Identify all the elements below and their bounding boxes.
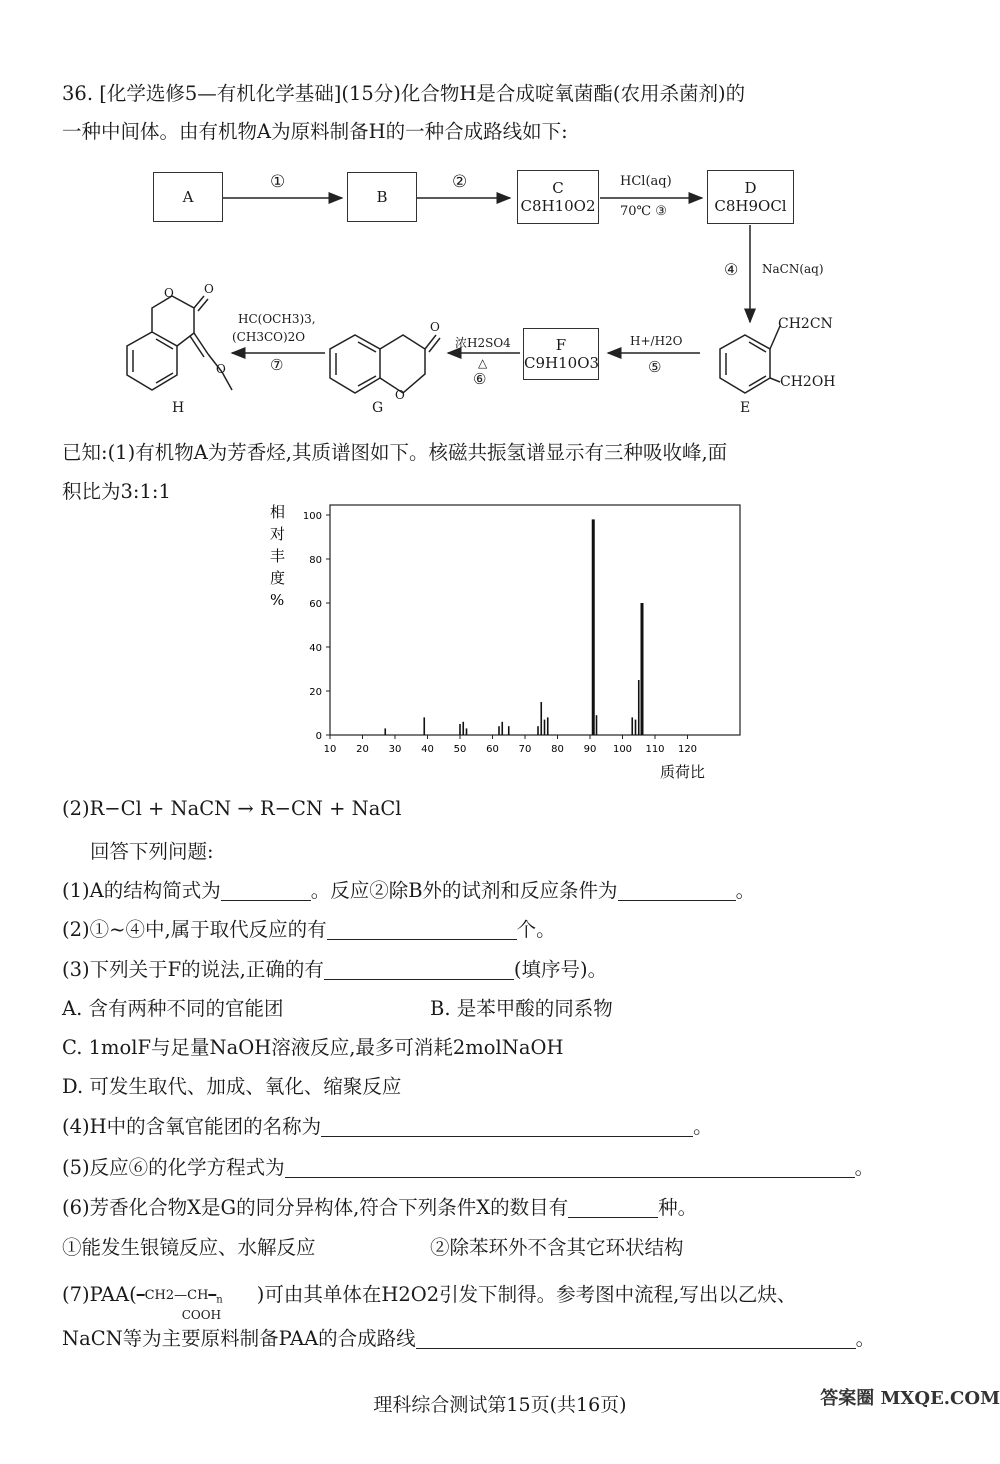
y-axis-label-char: 对 bbox=[270, 525, 286, 543]
compound-B-label: B bbox=[376, 188, 388, 206]
option-A: A. 含有两种不同的官能团 bbox=[62, 997, 284, 1020]
question-3 bbox=[62, 954, 607, 982]
step-3-condition: 70℃ ③ bbox=[620, 204, 667, 219]
compound-F-formula: C9H10O3 bbox=[524, 354, 600, 372]
y-axis-label-char: 度 bbox=[270, 569, 286, 587]
G-carbonyl-oxygen: O bbox=[430, 320, 440, 334]
q1-blank-1[interactable] bbox=[221, 880, 311, 901]
question-4 bbox=[62, 1111, 713, 1139]
mass-spectrum-chart bbox=[240, 495, 760, 795]
q1-blank-2[interactable] bbox=[618, 880, 736, 901]
compound-F-label: F bbox=[555, 336, 567, 354]
question-line-1: 36. [化学选修5—有机化学基础](15分)化合物H是合成啶氧菌酯(农用杀菌剂)的 bbox=[62, 82, 746, 105]
q5-blank[interactable] bbox=[285, 1157, 855, 1178]
x-tick-label: 10 bbox=[323, 744, 337, 755]
x-tick-label: 120 bbox=[677, 744, 698, 755]
paa-substituent: COOH bbox=[181, 1308, 222, 1322]
step-4-reagent: NaCN(aq) bbox=[762, 262, 824, 276]
paa-n: n bbox=[216, 1294, 223, 1306]
step-5-reagent: H+/H2O bbox=[630, 334, 683, 348]
G-ring-oxygen: O bbox=[395, 388, 405, 402]
x-tick-label: 90 bbox=[583, 744, 597, 755]
step-6-label: ⑥ bbox=[473, 370, 487, 388]
page-footer: 理科综合测试第15页(共16页) bbox=[373, 1394, 627, 1416]
q7-text-d: 。 bbox=[855, 1327, 876, 1350]
step-1-label: ① bbox=[270, 172, 286, 192]
y-tick-label: 60 bbox=[309, 599, 322, 610]
q4-blank[interactable] bbox=[321, 1116, 693, 1137]
q5-text-b: 。 bbox=[854, 1156, 875, 1179]
compound-A-box bbox=[153, 172, 223, 222]
option-C: C. 1molF与足量NaOH溶液反应,最多可消耗2molNaOH bbox=[62, 1036, 564, 1059]
q3-text-b: (填序号)。 bbox=[513, 958, 608, 981]
x-tick-label: 100 bbox=[612, 744, 633, 755]
q7-text-c: NaCN等为主要原料制备PAA的合成路线 bbox=[62, 1327, 416, 1350]
paa-formula: $─CH2—CH─_n$ COOH bbox=[136, 1288, 223, 1322]
E-substituent-1: CH2CN bbox=[778, 316, 833, 332]
compound-A-label: A bbox=[182, 188, 194, 206]
q6-blank[interactable] bbox=[568, 1197, 658, 1218]
y-tick-label: 80 bbox=[309, 555, 322, 566]
x-tick-label: 80 bbox=[551, 744, 564, 755]
H-name: H bbox=[172, 400, 185, 416]
q3-text-a: (3)下列关于F的说法,正确的有 bbox=[62, 958, 324, 981]
q2-text-a: (2)①~④中,属于取代反应的有 bbox=[62, 918, 327, 941]
H-ring-oxygen: O bbox=[164, 286, 174, 300]
compound-C-label: C bbox=[552, 179, 564, 197]
compound-G-structure bbox=[330, 335, 440, 393]
question-1 bbox=[62, 875, 755, 903]
q1-text-a: (1)A的结构简式为 bbox=[62, 879, 221, 902]
compound-D-box bbox=[707, 170, 794, 224]
option-D: D. 可发生取代、加成、氧化、缩聚反应 bbox=[62, 1075, 402, 1098]
scheme-lines bbox=[0, 150, 1000, 425]
plot-frame bbox=[330, 505, 740, 735]
q2-blank[interactable] bbox=[327, 919, 517, 940]
compound-C-box bbox=[517, 170, 599, 224]
known-reaction-2: (2)R−Cl + NaCN → R−CN + NaCl bbox=[62, 797, 402, 820]
known-line-1: 已知:(1)有机物A为芳香烃,其质谱图如下。核磁共振氢谱显示有三种吸收峰,面 bbox=[62, 441, 728, 464]
watermark-logo: 答案圈 MXQE.COM bbox=[820, 1388, 1000, 1409]
x-tick-label: 60 bbox=[486, 744, 499, 755]
H-methoxy-oxygen: O bbox=[216, 362, 226, 376]
q2-text-b: 个。 bbox=[516, 918, 556, 941]
synthesis-scheme bbox=[0, 150, 1000, 425]
step-5-label: ⑤ bbox=[648, 358, 662, 376]
question-2 bbox=[62, 914, 556, 942]
question-7-line-1 bbox=[62, 1279, 797, 1322]
q1-text-c: 。 bbox=[735, 879, 756, 902]
step-7-reagent-1: HC(OCH3)3, bbox=[238, 312, 316, 326]
step-7-label: ⑦ bbox=[270, 356, 284, 374]
q7-text-a: (7)PAA( bbox=[62, 1283, 137, 1306]
mass-spectrum-svg bbox=[240, 495, 760, 795]
y-tick-label: 20 bbox=[309, 687, 322, 698]
x-tick-label: 70 bbox=[518, 744, 532, 755]
x-axis-label: 质荷比 bbox=[660, 763, 706, 781]
y-tick-label: 40 bbox=[309, 643, 322, 654]
step-7-reagent-2: (CH3CO)2O bbox=[232, 330, 306, 344]
x-tick-label: 110 bbox=[645, 744, 665, 755]
answer-intro: 回答下列问题: bbox=[90, 840, 214, 863]
step-6-reagent: 浓H2SO4 bbox=[455, 336, 511, 350]
step-6-condition: △ bbox=[478, 356, 488, 370]
q6-text-b: 种。 bbox=[658, 1196, 698, 1219]
q6-text-a: (6)芳香化合物X是G的同分异构体,符合下列条件X的数目有 bbox=[62, 1196, 569, 1219]
step-4-label: ④ bbox=[724, 260, 739, 279]
compound-E-structure bbox=[720, 326, 780, 393]
y-tick-label: 0 bbox=[315, 731, 322, 742]
E-substituent-2: CH2OH bbox=[780, 374, 836, 390]
q3-blank[interactable] bbox=[324, 959, 514, 980]
x-tick-label: 40 bbox=[421, 744, 434, 755]
H-carbonyl-oxygen: O bbox=[204, 282, 214, 296]
y-tick-label: 100 bbox=[302, 511, 322, 522]
known-line-2: 积比为3:1:1 bbox=[62, 480, 171, 503]
compound-D-label: D bbox=[744, 179, 757, 197]
compound-B-box bbox=[347, 172, 417, 222]
x-tick-label: 50 bbox=[453, 744, 467, 755]
question-5 bbox=[62, 1152, 874, 1180]
q5-text-a: (5)反应⑥的化学方程式为 bbox=[62, 1156, 285, 1179]
q4-text-b: 。 bbox=[693, 1115, 713, 1138]
question-line-2: 一种中间体。由有机物A为原料制备H的一种合成路线如下: bbox=[62, 120, 568, 143]
compound-C-formula: C8H10O2 bbox=[520, 197, 596, 215]
y-axis-label-char: 相 bbox=[270, 503, 286, 521]
G-name: G bbox=[372, 400, 384, 416]
q1-text-b: 。反应②除B外的试剂和反应条件为 bbox=[310, 879, 618, 902]
y-axis-label-char: % bbox=[270, 591, 285, 609]
x-tick-label: 30 bbox=[388, 744, 402, 755]
y-axis-label-char: 丰 bbox=[270, 547, 286, 565]
option-B: B. 是苯甲酸的同系物 bbox=[430, 997, 613, 1020]
q7-blank[interactable] bbox=[416, 1328, 856, 1349]
step-2-label: ② bbox=[452, 172, 468, 192]
paa-main-chain: CH2—CH bbox=[144, 1288, 209, 1303]
condition-1: ①能发生银镜反应、水解反应 bbox=[62, 1236, 316, 1259]
question-7-line-2 bbox=[62, 1323, 875, 1351]
step-3-reagent: HCl(aq) bbox=[620, 174, 672, 189]
q4-text-a: (4)H中的含氧官能团的名称为 bbox=[62, 1115, 322, 1138]
x-tick-label: 20 bbox=[356, 744, 369, 755]
q7-text-b: )可由其单体在H2O2引发下制得。参考图中流程,写出以乙炔、 bbox=[256, 1283, 797, 1306]
E-name: E bbox=[740, 400, 751, 416]
question-6 bbox=[62, 1192, 697, 1220]
compound-F-box bbox=[523, 328, 599, 380]
compound-D-formula: C8H9OCl bbox=[714, 197, 787, 215]
condition-2: ②除苯环外不含其它环状结构 bbox=[430, 1236, 684, 1259]
